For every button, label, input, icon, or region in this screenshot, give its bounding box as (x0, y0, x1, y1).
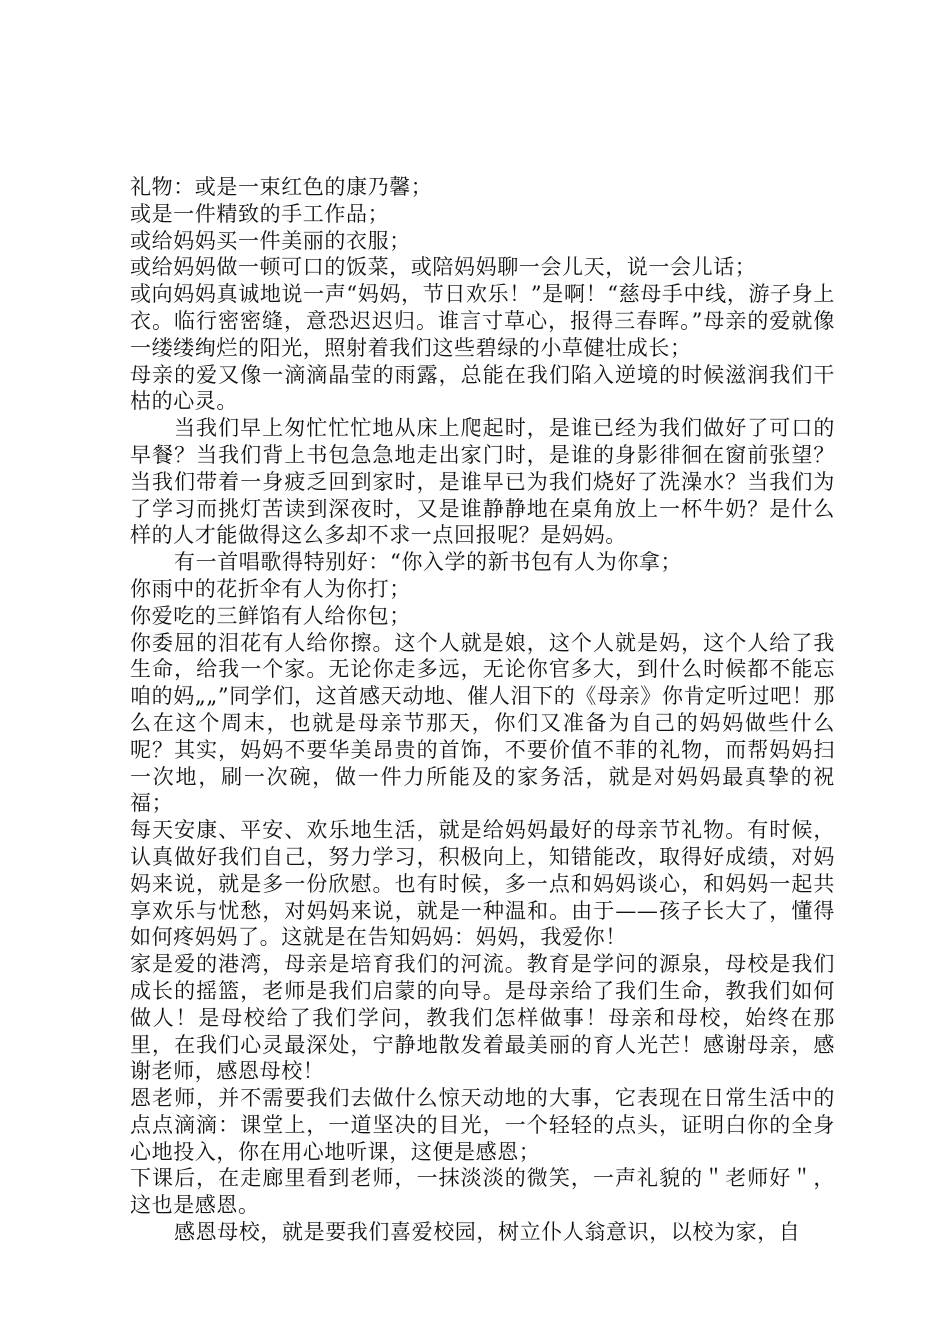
paragraph: 家是爱的港湾，母亲是培育我们的河流。教育是学问的源泉，母校是我们成长的摇篮，老师是我们启蒙的向导。是母亲给了我们生命，教我们如何做人！是母校给了我们学问，教我们怎样做事！母亲和母校，始终在那里，在我们心灵最深处，宁静地散发着最美丽的育人光芒！感谢母亲，感谢老师，感恩母校！ (130, 952, 835, 1084)
paragraph: 或向妈妈真诚地说一声“妈妈，节日欢乐！”是啊！“慈母手中线，游子身上衣。临行密密缝，意恐迟迟归。谁言寸草心，报得三春晖。”母亲的爱就像一缕缕绚烂的阳光，照射着我们这些碧绿的小草健壮成长； (130, 282, 835, 360)
paragraph: 你雨中的花折伞有人为你打； (130, 576, 411, 601)
paragraph: 恩老师，并不需要我们去做什么惊天动地的大事，它表现在日常生活中的点点滴滴：课堂上，一道坚决的目光，一个轻轻的点头，证明白你的全身心地投入，你在用心地听课，这便是感恩； (130, 1086, 835, 1164)
paragraph: 感恩母校，就是要我们喜爱校园，树立仆人翁意识，以校为家，自 (174, 1220, 801, 1245)
paragraph: 每天安康、平安、欢乐地生活，就是给妈妈最好的母亲节礼物。有时候，认真做好我们自己，努力学习，积极向上，知错能改，取得好成绩，对妈妈来说，就是多一份欣慰。也有时候，多一点和妈妈谈心，和妈妈一起共享欢乐与忧愁，对妈妈来说，就是一种温和。由于——孩子长大了，懂得如何疼妈妈了。这就是在告知妈妈：妈妈，我爱你！ (130, 818, 835, 950)
paragraph: 你爱吃的三鲜馅有人给你包； (130, 603, 411, 628)
paragraph: 或是一件精致的手工作品； (130, 201, 390, 226)
paragraph: 或给妈妈做一顿可口的饭菜，或陪妈妈聊一会儿天，说一会儿话； (130, 255, 757, 280)
paragraph: 下课后，在走廊里看到老师，一抹淡淡的微笑，一声礼貌的＂老师好＂，这也是感恩。 (130, 1166, 835, 1218)
paragraph: 你委屈的泪花有人给你擦。这个人就是娘，这个人就是妈，这个人给了我生命，给我一个家。无论你走多远，无论你官多大，到什么时候都不能忘咱的妈„„”同学们，这首感天动地、催人泪下的《母亲》你肯定听过吧！那么在这个周末，也就是母亲节那天，你们又准备为自己的妈妈做些什么呢？其实，妈妈不要华美昂贵的首饰，不要价值不菲的礼物，而帮妈妈扫一次地，刷一次碗，做一件力所能及的家务活，就是对妈妈最真挚的祝福； (130, 630, 835, 816)
paragraph: 或给妈妈买一件美丽的衣服； (130, 228, 411, 253)
paragraph: 当我们早上匆忙忙忙地从床上爬起时，是谁已经为我们做好了可口的早餐？当我们背上书包急急地走出家门时，是谁的身影徘徊在窗前张望？当我们带着一身疲乏回到家时，是谁早已为我们烧好了洗澡水？当我们为了学习而挑灯苦读到深夜时，又是谁静静地在桌角放上一杯牛奶？是什么样的人才能做得这么多却不求一点回报呢？是妈妈。 (130, 416, 835, 548)
paragraph: 礼物：或是一束红色的康乃馨； (130, 175, 433, 199)
paragraph: 有一首唱歌得特别好：“你入学的新书包有人为你拿； (174, 550, 683, 575)
document-body (130, 174, 835, 1246)
paragraph: 母亲的爱又像一滴滴晶莹的雨露，总能在我们陷入逆境的时候滋润我们干枯的心灵。 (130, 362, 835, 414)
